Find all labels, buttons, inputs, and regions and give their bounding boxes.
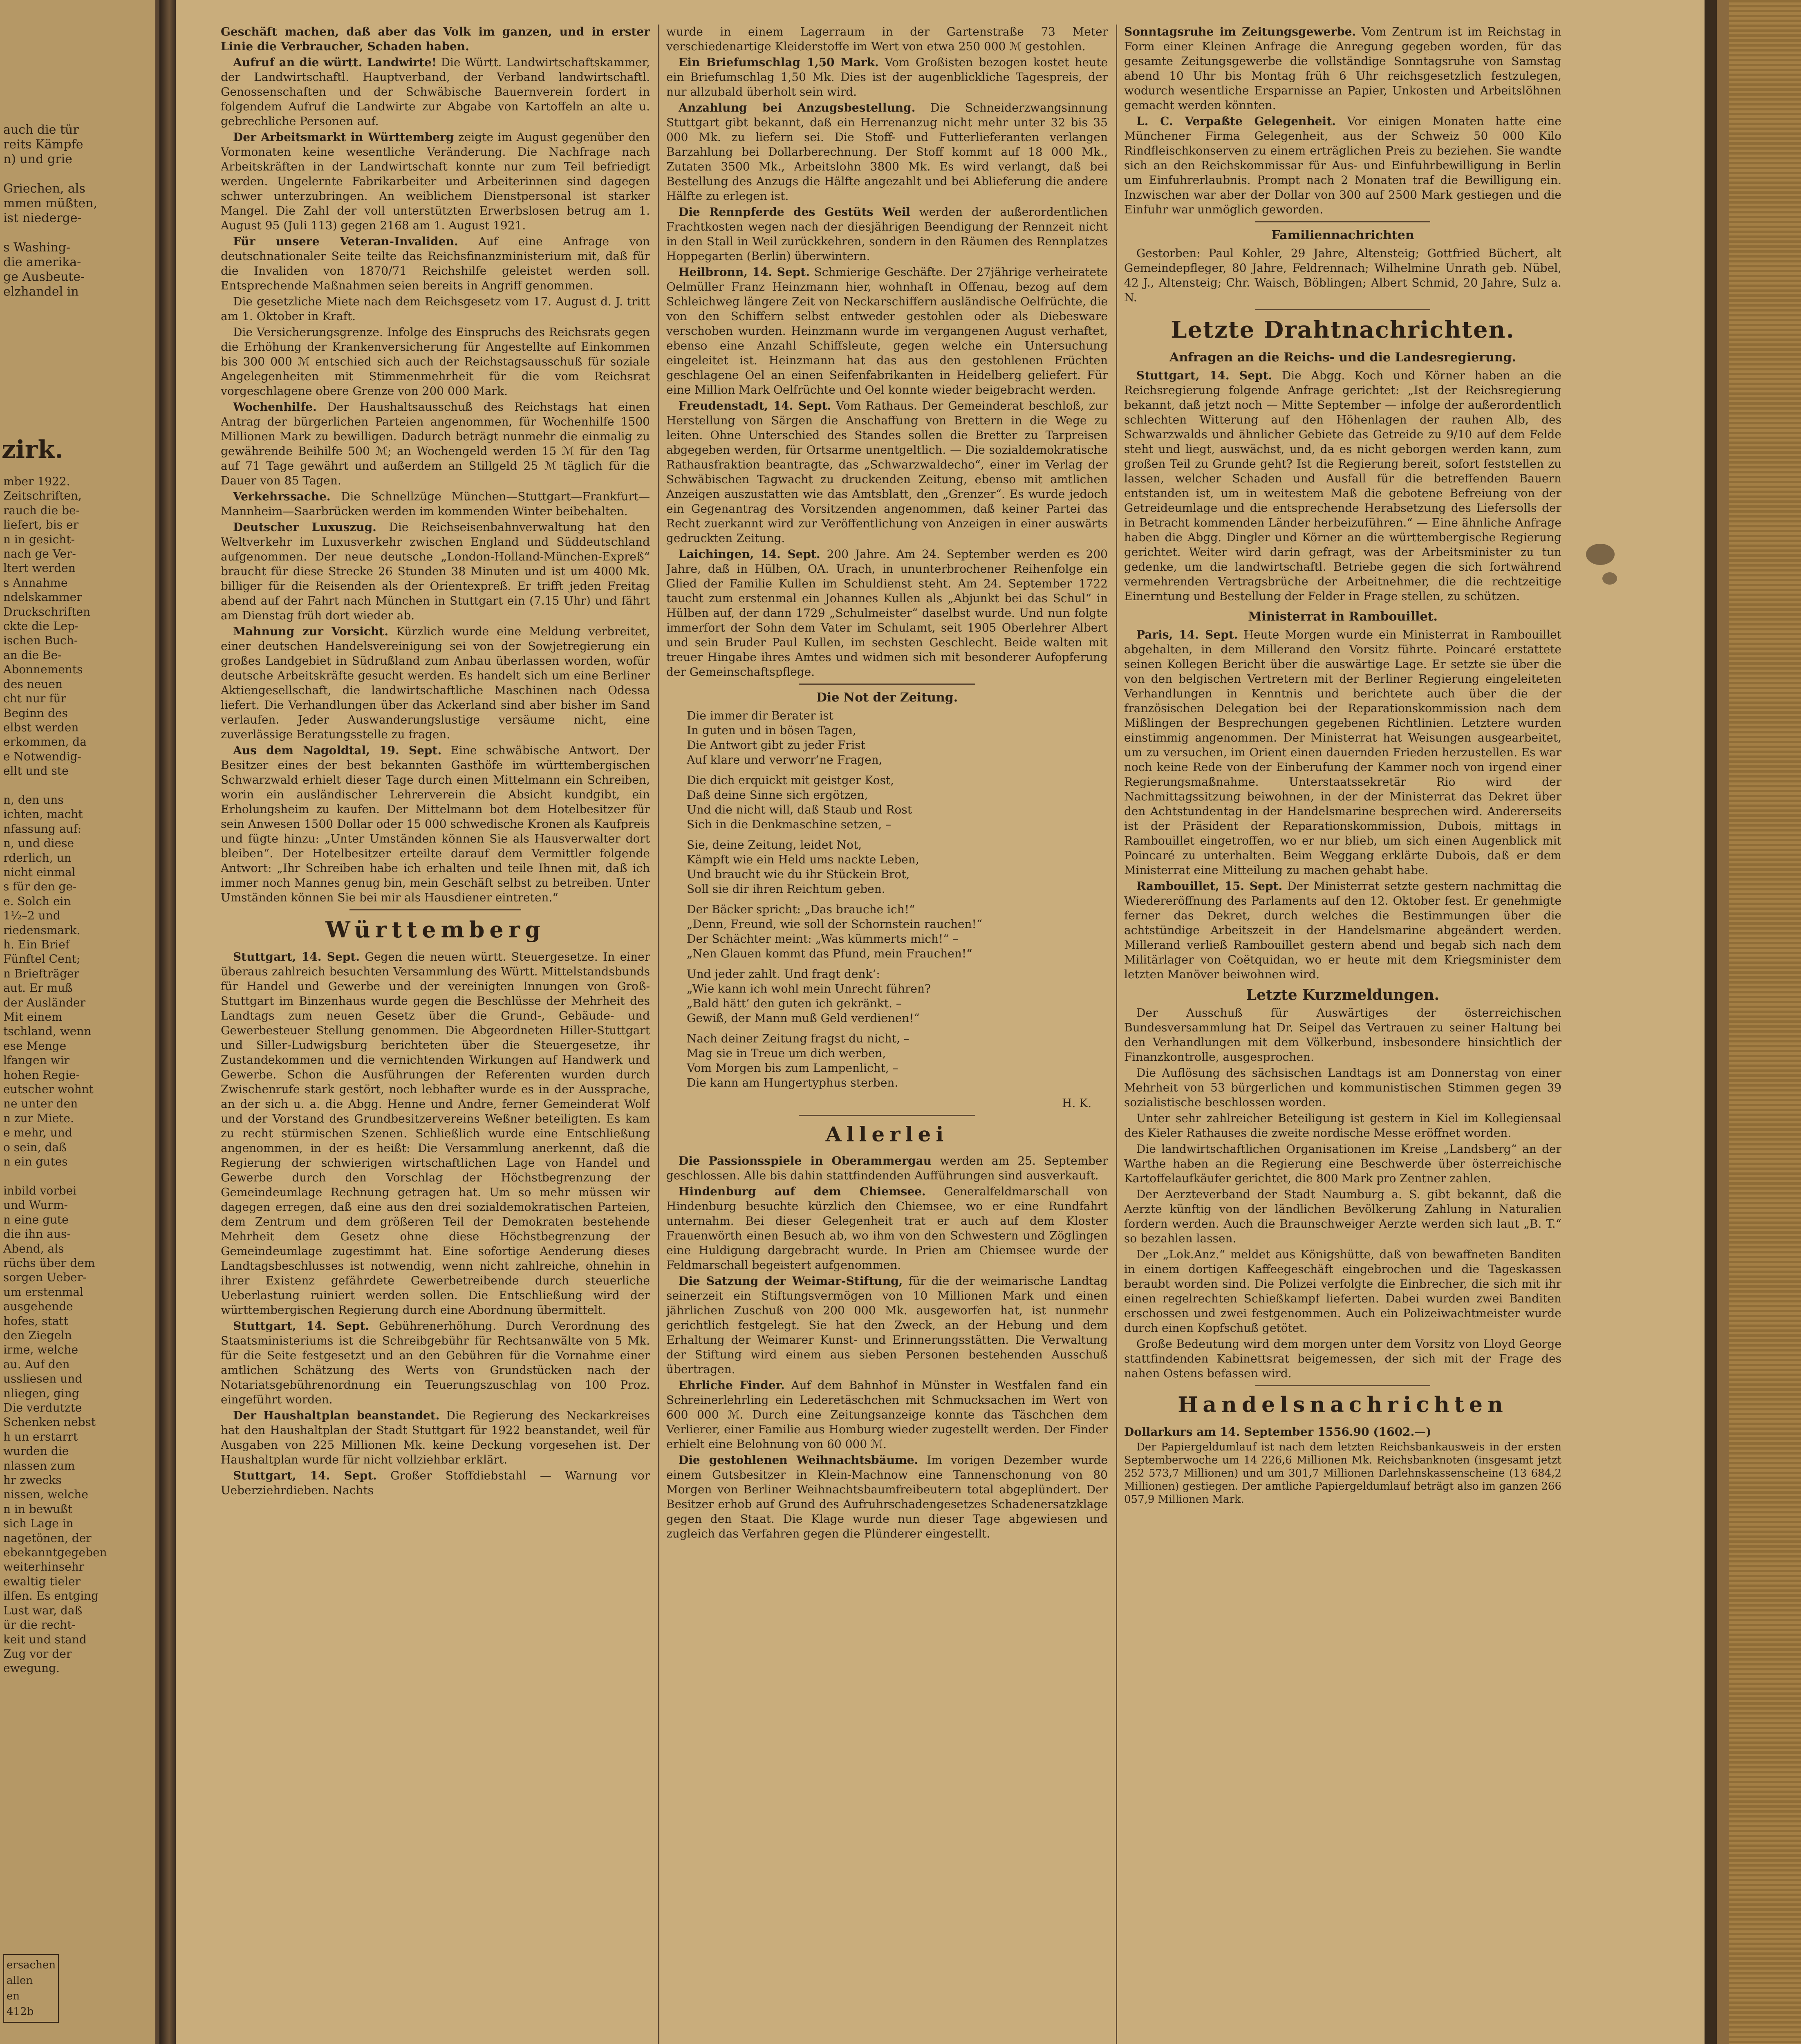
article: Stuttgart, 14. Sept. Die Abgg. Koch und Körner haben an die Reichsregierung folgende Anfrage gerichtet: „Ist der Reichsregierung bekannt, daß jetzt noch — Mitte September — infolge der außerordentlich schlechten Witterung auf den Höhenlagen der rauhen Alb, des Schwarzwalds und ähnlicher Gebiete das Getreide zu 9/10 auf dem Felde steht und liegt, auswächst, und, da es nicht geborgen werden kann, zum großen Teil zu Grunde geht? Ist die Regierung bereit, sofort feststellen zu lassen, welcher Schaden und Ausfall für die betreffenden Bauern entstanden ist, um in weitestem Maß die gebotene Befreiung von der Getreideumlage und die entsprechende Herabsetzung des Liefersolls der in Betracht kommenden Länder herbeizuführen.“ — Eine ähnliche Anfrage haben die Abgg. Dingler und Körner an die württembergische Regierung gerichtet. Weiter wird darin gefragt, was der Arbeitsminister zu tun gedenke, um die landwirtschaftl. Betriebe gegen die sich fortwährend vermehrenden Vertragsbrüche der Arbeitnehmer, die die rechtzeitige Einerntung und Bestellung der Felder in Frage stellen, zu schützen.: [1124, 369, 1561, 603]
fragment-line: elbst werden: [3, 720, 79, 734]
fragment-line: s Annahme: [3, 576, 68, 589]
short-news-item: Der Ausschuß für Auswärtiges der österreichischen Bundesversammlung hat Dr. Seipel das Vertrauen zu seiner Haltung bei den Verhandlungen mit dem Völkerbund, insbesondere hinsichtlich der Finanzkontrolle, ausgesprochen.: [1124, 1006, 1561, 1064]
article: Stuttgart, 14. Sept. Gebührenerhöhung. Durch Verordnung des Staatsministeriums ist die Schreibgebühr für Rechtsanwälte von 5 Mk. für die Seite festgesetzt und an den Gebühren für die Vornahme einer amtlichen Schätzung des Werts von Grundstücken nach der Notariatsgebührenordnung ein Teuerungszuschlag von 100 Proz. eingeführt worden.: [221, 1319, 650, 1406]
divider: [349, 909, 521, 910]
fragment-line: irme, welche: [3, 1343, 78, 1357]
fragment-line: Zug vor der: [3, 1647, 72, 1661]
poem-stanza: [687, 1031, 1108, 1090]
fragment-line: um erstenmal: [3, 1285, 83, 1299]
article: Die Versicherungsgrenze. Infolge des Einspruchs des Reichsrats gegen die Erhöhung der Krankenversicherung für Angestellte auf Einkommen bis 300 000 ℳ entschied sich auch der Reichstagsausschuß für soziale Angelegenheiten mit Stimmenmehrheit für die vom Reichsrat vorgeschlagene obere Grenze von 200 000 Mark.: [221, 325, 650, 398]
fragment-line: cht nur für: [3, 692, 66, 706]
fragment-line: o sein, daß: [3, 1140, 67, 1154]
fragment-line: die amerika-: [3, 255, 81, 269]
family-notices: Gestorben: Paul Kohler, 29 Jahre, Altensteig; Gottfried Büchert, alt Gemeindepfleger, 80 Jahre, Feldrennach; Wilhelmine Unrath geb. Nübel, 42 J., Altensteig; Chr. Waisch, Böblingen; Albert Schmid, 20 Jahre, Sulz a. N.: [1124, 247, 1561, 304]
article: Deutscher Luxuszug. Die Reichseisenbahnverwaltung hat den Weltverkehr im Luxusverkehr zwischen England und Süddeutschland aufgenommen. Der neue deutsche „London-Holland-München-Expreß“ braucht für diese Strecke 26 Stunden 38 Minuten und ist um 4000 Mk. billiger für die Reisenden als der Orientexpreß. Er trifft jeden Freitag abend auf der Fahrt nach München in Stuttgart ein (7.15 Uhr) und fährt am Dienstag früh dort wieder ab.: [221, 520, 650, 622]
article: Laichingen, 14. Sept. 200 Jahre. Am 24. September werden es 200 Jahre, daß in Hülben, OA. Urach, in ununterbrochener Reihenfolge ein Glied der Familie Kullen im Schuldienst steht. Am 24. September 1722 taucht zum erstenmal ein Johannes Kullen als „Abjunkt bei das Schul“ in Hülben auf, der dann 1729 „Schulmeister“ daselbst wurde. Und nun folgte immerfort der Sohn dem Vater im Schulamt, seit 1905 Oberlehrer Albert und sein Bruder Paul Kullen, im sechsten Geschlecht. Beide walten mit treuer Hingabe ihres Amtes und widmen sich mit besonderer Aufopferung der Gemeinschaftspflege.: [666, 547, 1108, 679]
article: L. C. Verpaßte Gelegenheit. Vor einigen Monaten hatte eine Münchener Firma Gelegenheit, aus der Schweiz 50 000 Kilo Rindfleischkonserven zu einem erträglichen Preis zu beziehen. Sie wandte sich an den Reichskommissar für Aus- und Einfuhrbewilligung in Berlin um Einfuhrerlaubnis. Prompt nach 2 Monaten traf die Bewilligung ein. Inzwischen war aber der Dollar von 300 auf 2500 Mark gestiegen und die Einfuhr war unmöglich geworden.: [1124, 114, 1561, 216]
poem-line: Mag sie in Treue um dich werben,: [687, 1047, 886, 1060]
fragment-line: hofes, statt: [3, 1314, 68, 1328]
fragment-line: wurden die: [3, 1444, 69, 1458]
fragment-line: e Notwendig-: [3, 749, 81, 763]
poem-stanza: [687, 773, 1108, 832]
fragment-line: nliegen, ging: [3, 1386, 79, 1400]
poem-line: „Denn, Freund, wie soll der Schornstein rauchen!“: [687, 917, 983, 931]
family-heading: Familiennachrichten: [1271, 228, 1414, 242]
poem-line: Auf klare und verworr’ne Fragen,: [687, 753, 883, 766]
article: Die Satzung der Weimar-Stiftung, für die der weimarische Landtag seinerzeit ein Stiftungsvermögen von 10 Millionen Mark und einen jährlichen Zuschuß von 200 000 Mk. ausgeworfen hat, ist nunmehr gerichtlich festgelegt. Sie hat den Zweck, an der Hebung und dem Erhaltung der Weimarer Kunst- und Erinnerungsstätten. Die Verwaltung der Stiftung wird einem aus sieben Personen bestehenden Ausschuß übertragen.: [666, 1274, 1108, 1376]
fragment-line: Griechen, als: [3, 182, 85, 196]
article: Die gesetzliche Miete nach dem Reichsgesetz vom 17. August d. J. tritt am 1. Oktober in Kraft.: [221, 295, 650, 323]
column-1: [221, 25, 650, 2044]
fragment-line: ebekanntgegeben: [3, 1546, 107, 1560]
fragment-line: und Wurm-: [3, 1198, 68, 1212]
fragment-line: ge Ausbeute-: [3, 270, 85, 284]
fragment-line: h un erstarrt: [3, 1430, 78, 1443]
fragment-line: reits Kämpfe: [3, 137, 83, 152]
ink-stain: [1586, 544, 1615, 565]
fragment-line: den Ziegeln: [3, 1328, 72, 1342]
wire-news-heading: Letzte Drahtnachrichten.: [1171, 316, 1515, 343]
article: Der Arbeitsmarkt in Württemberg zeigte im August gegenüber den Vormonaten keine wesentliche Veränderung. Die Nachfrage nach Arbeitskräften in der Landwirtschaft konnte nur zum Teil befriedigt werden. Ungelernte Fabrikarbeiter und Arbeiterinnen sind dagegen schwer unterzubringen. An weiblichem Dienstpersonal ist starker Mangel. Die Zahl der voll unterstützten Erwerbslosen betrug am 1. August 95 (Juli 113) gegen 2168 am 1. August 1921.: [221, 130, 650, 232]
fragment-line: n zur Miete.: [3, 1111, 74, 1125]
fragment-line: Abend, als: [3, 1242, 64, 1255]
fragment-line: nicht einmal: [3, 865, 76, 879]
wire-news-subheading: Anfragen an die Reichs- und die Landesregierung.: [1169, 350, 1516, 365]
fragment-line: mmen müßten,: [3, 196, 97, 211]
previous-page-fragment: [0, 0, 159, 2044]
fragment-line: s Washing-: [3, 240, 71, 255]
poem-line: Und jeder zahlt. Und fragt denk’:: [687, 967, 880, 981]
article: Wochenhilfe. Der Haushaltsausschuß des Reichstags hat einen Antrag der bürgerlichen Parteien angenommen, für Wochenhilfe 1500 Millionen Mark zu bewilligen. Dadurch beträgt nunmehr die einmalig zu gewährende Beihilfe 500 ℳ; an Wochengeld werden 15 ℳ für den Tag auf 71 Tage gewährt und außerdem an Stillgeld 25 ℳ täglich für die Dauer von 85 Tagen.: [221, 400, 650, 487]
poem-line: Vom Morgen bis zum Lampenlicht, –: [687, 1061, 898, 1075]
article: Sonntagsruhe im Zeitungsgewerbe. Vom Zentrum ist im Reichstag in Form einer Kleinen Anfrage die Anregung gegeben worden, für das gesamte Zeitungsgewerbe die vollständige Sonntagsruhe von Samstag abend 10 Uhr bis Montag früh 6 Uhr reichsgesetzlich festzulegen, wodurch wesentliche Ersparnisse an Papier, Unkosten und Arbeitslöhnen gemacht werden könnten.: [1124, 25, 1561, 112]
poem-line: Der Bäcker spricht: „Das brauche ich!“: [687, 903, 915, 916]
poem-stanza: [687, 838, 1108, 896]
fragment-line: Schenken nebst: [3, 1415, 96, 1429]
fragment-line: n ein gutes: [3, 1155, 68, 1169]
previous-page-heading: zirk.: [2, 435, 63, 464]
fragment-line: ese Menge: [3, 1039, 67, 1053]
fragment-line: e. Solch ein: [3, 894, 71, 908]
fragment-line: tschland, wenn: [3, 1024, 92, 1038]
poem-line: Sich in die Denkmaschine setzen, –: [687, 818, 892, 831]
fragment-line: Mit einem: [3, 1010, 63, 1024]
fragment-line: n, und diese: [3, 836, 74, 850]
fragment-line: ltert werden: [3, 561, 76, 575]
section-heading-allerlei: Allerlei: [825, 1122, 949, 1146]
fragment-line: allen: [7, 1975, 33, 1987]
poem-line: Nach deiner Zeitung fragst du nicht, –: [687, 1032, 909, 1045]
article: Aufruf an die württ. Landwirte! Die Württ. Landwirtschaftskammer, der Landwirtschaftl. Hauptverband, der Verband landwirtschaftl. Genossenschaften und der Schwäbische Bauernverein fordert in folgendem Aufruf die Landwirte zur Abgabe von Kartoffeln an alte u. gebrechliche Personen auf.: [221, 56, 650, 128]
fragment-line: inbild vorbei: [3, 1183, 77, 1197]
fragment-line: ellt und ste: [3, 764, 69, 778]
fragment-line: nach ge Ver-: [3, 547, 76, 561]
fragment-line: e mehr, und: [3, 1126, 72, 1140]
poem-stanza: [687, 967, 1108, 1026]
short-news-heading: Letzte Kurzmeldungen.: [1246, 986, 1440, 1004]
fragment-line: ichten, macht: [3, 807, 83, 821]
fragment-line: ne unter den: [3, 1097, 78, 1111]
fragment-line: ersachen: [7, 1959, 56, 1971]
short-news-item: Die landwirtschaftlichen Organisationen im Kreise „Landsberg“ an der Warthe haben an die Regierung eine Beschwerde über österreichische Kartoffelaufkäufer gerichtet, die 800 Mark pro Zentner zahlen.: [1124, 1142, 1561, 1185]
trade-news-heading: Handelsnachrichten: [1178, 1392, 1508, 1417]
short-news-item: Große Bedeutung wird dem morgen unter dem Vorsitz von Lloyd George stattfindenden Kabinettsrat beigemessen, der sich mit der Frage des nahen Ostens befassen wird.: [1124, 1337, 1561, 1380]
poem-line: „Nen Glauen kommt das Pfund, mein Frauchen!“: [687, 947, 972, 960]
fragment-line: keit und stand: [3, 1632, 87, 1646]
article: Freudenstadt, 14. Sept. Vom Rathaus. Der Gemeinderat beschloß, zur Herstellung von Särgen die Anschaffung von Brettern in die Wege zu leiten. Ohne Unterschied des Standes sollen die Bretter zu Tarpreisen abgegeben werden, für Ortsarme unentgeltlich. — Die sozialdemokratische Rathausfraktion beantragte, das „Schwarzwaldecho“, einer im Verlag der Schwäbischen Tagwacht zu druckenden Zeitung, ebenso mit amtlichen Anzeigen auszustatten wie das Amtsblatt, den „Grenzer“. Es wurde jedoch ein Gegenantrag des Vorsitzenden angenommen, daß keiner Partei das Recht zuerkannt wird zur Veröffentlichung von Anzeigen in einer auswärts gedruckten Zeitung.: [666, 399, 1108, 545]
fragment-line: rauch die be-: [3, 503, 80, 517]
poem-signature: H. K.: [1062, 1096, 1091, 1110]
poem-title: Die Not der Zeitung.: [816, 690, 958, 705]
fragment-line: nlassen zum: [3, 1459, 75, 1472]
article: Rambouillet, 15. Sept. Der Ministerrat setzte gestern nachmittag die Wiedereröffnung des Parlaments auf den 12. Oktober fest. Er genehmigte ferner das Dekret, durch welches die Bestimmungen über die achtstündige Arbeitszeit in der Handelsmarine abgeändert werden. Millerand verließ Rambouillet gestern abend und begab sich nach dem Militärlager von Coëtquidan, wo er heute mit dem Kriegsminister dem letzten Manöver beiwohnen wird.: [1124, 879, 1561, 981]
poem-line: „Wie kann ich wohl mein Unrecht führen?: [687, 982, 931, 995]
article: Geschäft machen, daß aber das Volk im ganzen, und in erster Linie die Verbraucher, Schaden haben.: [221, 25, 650, 53]
fragment-line: liefert, bis er: [3, 518, 78, 532]
divider: [799, 1115, 975, 1116]
newspaper-page: [176, 0, 1705, 2044]
fragment-line: Druckschriften: [3, 605, 91, 619]
fragment-line: erkommen, da: [3, 735, 87, 749]
fragment-line: 412b: [7, 2006, 34, 2018]
poem-line: In guten und in bösen Tagen,: [687, 724, 856, 737]
fragment-line: ndelskammer: [3, 590, 82, 604]
article: wurde in einem Lagerraum in der Gartenstraße 73 Meter verschiedenartige Kleiderstoffe im Wert von etwa 250 000 ℳ gestohlen.: [666, 25, 1108, 53]
fragment-line: n eine gute: [3, 1213, 69, 1226]
fragment-line: nfassung auf:: [3, 822, 82, 836]
poem-stanza: [687, 902, 1108, 961]
poem-line: Und braucht wie du ihr Stückein Brot,: [687, 867, 910, 881]
fragment-line: hohen Regie-: [3, 1068, 80, 1082]
poem-line: Die immer dir Berater ist: [687, 709, 833, 722]
fragment-line: Abonnements: [3, 663, 83, 677]
fragment-line: s für den ge-: [3, 880, 77, 894]
article: Verkehrssache. Die Schnellzüge München—Stuttgart—Frankfurt—Mannheim—Saarbrücken werden im kommenden Winter beibehalten.: [221, 490, 650, 518]
fragment-line: h. Ein Brief: [3, 938, 70, 951]
previous-page-ad-box: [3, 1954, 59, 2023]
article: Ehrliche Finder. Auf dem Bahnhof in Münster in Westfalen fand ein Schreinerlehrling ein Lederetäschchen mit Schmucksachen im Wert von 600 000 ℳ. Durch eine Zeitungsanzeige konnte das Täschchen dem Verlierer, einer Familie aus Homburg wieder zugestellt werden. Der Finder erhielt eine Belohnung von 60 000 ℳ.: [666, 1378, 1108, 1451]
short-news-item: Unter sehr zahlreicher Beteiligung ist gestern in Kiel im Kollegiensaal des Kieler Rathauses die zweite nordische Messe eröffnet worden.: [1124, 1112, 1561, 1140]
fragment-line: ewegung.: [3, 1661, 60, 1675]
fragment-line: nagetönen, der: [3, 1531, 92, 1545]
fragment-line: ckte die Lep-: [3, 619, 79, 633]
poem-line: Die Antwort gibt zu jeder Frist: [687, 738, 865, 752]
previous-page-text-top: [3, 123, 97, 299]
fragment-line: ussliesen und: [3, 1372, 83, 1386]
binding-board: [1729, 0, 1801, 2044]
article: Die gestohlenen Weihnachtsbäume. Im vorigen Dezember wurde einem Gutsbesitzer in Klein-Machnow eine Tannenschonung von 80 Morgen von Berliner Weihnachtsbaumfreibeutern total abgeplündert. Der Besitzer erhob auf Grund des Aufruhrschadengesetzes Schadenersatzklage gegen den Staat. Die Klage wurde nun dieser Tage abgewiesen und zugleich das Verfahren gegen die Plünderer eingestellt.: [666, 1453, 1108, 1540]
article: Mahnung zur Vorsicht. Kürzlich wurde eine Meldung verbreitet, einer deutschen Handelsvereinigung sei von der Sowjetregierung ein großes Landgebiet in Südrußland zum Anbau überlassen worden, wofür deutsche Arbeitskräfte gesucht werden. Es handelt sich um eine Berliner Aktiengesellschaft, die landwirtschaftliche Maschinen nach Odessa liefert. Die Verhandlungen über das Ackerland sind aber bisher im Sand verlaufen. Jeder Auswanderungslustige versäume nicht, eine zuverlässige Beratungsstelle zu fragen.: [221, 625, 650, 741]
fragment-line: n in gesicht-: [3, 532, 75, 546]
poem-line: Gewiß, der Mann muß Geld verdienen!“: [687, 1011, 920, 1025]
paper-money-notice: Der Papiergeldumlauf ist nach dem letzten Reichsbankausweis in der ersten Septemberwoche um 14 226,6 Millionen Mk. Reichsbanknoten (insgesamt jetzt 252 573,7 Millionen) und um 301,7 Millionen Darlehnskassenscheine (13 684,2 Millionen) gestiegen. Der amtliche Papiergeldumlauf beträgt also im ganzen 266 057,9 Millionen Mark.: [1124, 1441, 1561, 1506]
fragment-line: hr zwecks: [3, 1473, 62, 1487]
poem-line: Sie, deine Zeitung, leidet Not,: [687, 838, 862, 852]
previous-page-text-bottom: [3, 474, 107, 1676]
poem-line: Die kann am Hungertyphus sterben.: [687, 1076, 898, 1089]
fragment-line: ist niederge-: [3, 211, 82, 225]
article: Für unsere Veteran-Invaliden. Auf eine Anfrage von deutschnationaler Seite teilte das Reichsfinanzministerium mit, daß für die Invaliden von 1870/71 Reichshilfe geleistet werden soll. Entsprechende Maßnahmen seien bereits in Angriff genommen.: [221, 235, 650, 292]
fragment-line: n) und grie: [3, 152, 72, 166]
fragment-line: rüchs über dem: [3, 1256, 95, 1270]
divider: [799, 684, 975, 685]
article: Anzahlung bei Anzugsbestellung. Die Schneiderzwangsinnung Stuttgart gibt bekannt, daß ein Herrenanzug nicht mehr unter 32 bis 35 000 Mk. zu liefern sei. Die Stoff- und Futterlieferanten verlangen Barzahlung bei Dollarberechnung. Der Stoff kommt auf 18 000 Mk., Zutaten 3500 Mk., Arbeitslohn 3800 Mk. Es wird verlangt, daß bei Bestellung des Anzugs die Hälfte angezahlt und bei Ablieferung die andere Hälfte zu erlegen ist.: [666, 101, 1108, 203]
short-news-item: Die Auflösung des sächsischen Landtags ist am Donnerstag von einer Mehrheit von 53 bürgerlichen und kommunistischen Stimmen gegen 39 sozialistische beschlossen worden.: [1124, 1066, 1561, 1109]
fragment-line: Lust war, daß: [3, 1603, 83, 1617]
article: Die Rennpferde des Gestüts Weil werden der außerordentlichen Frachtkosten wegen nach der diesjährigen Beendigung der Rennzeit nicht in den Stall in Weil zurückkehren, sondern in den Räumen des Rennplatzes Hoppegarten (Berlin) überwintern.: [666, 205, 1108, 263]
poem-stanza: [687, 708, 1108, 767]
divider: [1255, 309, 1430, 310]
article: Heilbronn, 14. Sept. Schmierige Geschäfte. Der 27jährige verheiratete Oelmüller Franz Heinzmann hier, wohnhaft in Offenau, bezog auf dem Schleichweg längere Zeit von Neckarschiffern ausländische Oelfrüchte, die von den Schiffern selbst entweder gestohlen oder als Diebesware verschoben wurden. Heinzmann wurde im vergangenen August verhaftet, ebenso eine Anzahl Schiffsleute, gegen welche ein Untersuchung eingeleitet ist. Heinzmann hat das aus den gestohlenen Früchten geschlagene Oel an einen Seifenfabrikanten in Heidelberg geliefert. Für eine Million Mark Oelfrüchte und Oel konnte wieder beigebracht werden.: [666, 265, 1108, 397]
fragment-line: eutscher wohnt: [3, 1083, 94, 1096]
poem-line: Soll sie dir ihren Reichtum geben.: [687, 882, 885, 896]
fragment-line: [3, 226, 97, 240]
dollar-rate: Dollarkurs am 14. September 1556.90 (1602.—): [1124, 1425, 1431, 1439]
fragment-line: Fünftel Cent;: [3, 952, 81, 966]
article: Der Haushaltplan beanstandet. Die Regierung des Neckarkreises hat den Haushaltplan der Stadt Stuttgart für 1922 beanstandet, weil für Ausgaben von 225 Millionen Mk. keine Deckung vorgesehen ist. Der Haushaltplan wurde für nicht vollziehbar erklärt.: [221, 1409, 650, 1466]
fragment-line: ischen Buch-: [3, 634, 78, 648]
fragment-line: an die Be-: [3, 648, 62, 662]
fragment-line: aut. Er muß: [3, 981, 73, 995]
article: Ein Briefumschlag 1,50 Mark. Vom Großisten bezogen kostet heute ein Briefumschlag 1,50 Mk. Dies ist der augenblickliche Tagespreis, der nur allzubald überholt sein wird.: [666, 56, 1108, 99]
fragment-line: sorgen Ueber-: [3, 1271, 87, 1284]
fragment-line: au. Auf den: [3, 1357, 70, 1371]
fragment-line: elzhandel in: [3, 285, 79, 299]
article: Stuttgart, 14. Sept. Gegen die neuen württ. Steuergesetze. In einer überaus zahlreich besuchten Versammlung des Württ. Mittelstandsbunds für Handel und Gewerbe und der vereinigten Innungen von Groß-Stuttgart im Binzenhaus wurde gegen die Beschlüsse der Mehrheit des Landtags zum neuen Gesetz über die Grund-, Gebäude- und Gewerbesteuer Stellung genommen. Die Abgeordneten Hiller-Stuttgart und Siller-Ludwigsburg berichteten über die Steuergesetze, ihr Zustandekommen und die vernichtenden Wirkungen auf Handwerk und Gewerbe. Schon die Ausführungen der Referenten wurden durch Zwischenrufe stark gestört, noch lebhafter wurde es in der Aussprache, an der sich u. a. die Abgg. Henne und Andre, ferner Gemeinderat Wolf und der Vorstand des Grundbesitzervereins Weßner beteiligten. Es kam zu recht stürmischen Szenen. Schließlich wurde eine Entschließung angenommen, in der es heißt: Die Versammlung anerkennt, daß die Regierung der schwierigen wirtschaftlichen Lage von Handel und Gewerbe durch den Vorschlag der Höchstbegrenzung der Gemeindeumlage Rechnung getragen hat. Um so mehr müssen wir dagegen erregen, daß eine aus den drei sozialdemokratischen Parteien, dem Zentrum und dem größeren Teil der Demokraten bestehende Mehrheit dem Gesetz ohne diese Höchstbegrenzung der Gemeindeumlage zugestimmt hat. Eine sofortige Aenderung dieses Landtagsbeschlusses ist notwendig, wenn nicht zahlreiche, ohnehin in ihrer Existenz gefährdete Gewerbetreibende durch steuerliche Ueberlastung ruiniert werden sollen. Die Entschließung wird der württembergischen Regierung durch eine Abordnung übermittelt.: [221, 950, 650, 1317]
divider: [1255, 1385, 1430, 1386]
column-rule: [1116, 25, 1117, 2044]
fragment-line: ewaltig tieler: [3, 1574, 81, 1588]
article: Hindenburg auf dem Chiemsee. Generalfeldmarschall von Hindenburg besuchte kürzlich den Chiemsee, wo er eine Rundfahrt unternahm. Bei dieser Gelegenheit trat er auch auf dem Kloster Frauenwörth einen Besuch ab, wo ihm von den Schwestern und Zöglingen eine Huldigung dargebracht wurde. In Prien am Chiemsee wurde der Feldmarschall begeistert aufgenommen.: [666, 1185, 1108, 1272]
column-2: [666, 25, 1108, 2044]
fragment-line: Die verdutzte: [3, 1401, 82, 1414]
divider: [1255, 221, 1430, 222]
fragment-line: ür die recht-: [3, 1618, 76, 1632]
fragment-line: des neuen: [3, 677, 63, 691]
section-heading-wuerttemberg: Württemberg: [325, 917, 545, 943]
fragment-line: Beginn des: [3, 706, 68, 720]
council-heading: Ministerrat in Rambouillet.: [1248, 610, 1438, 624]
short-news-item: Der „Lok.Anz.“ meldet aus Königshütte, daß von bewaffneten Banditen in einem dortigen Kaffeegeschäft eingebrochen und die Tageskassen beraubt worden sind. Die Polizei verfolgte die Einbrecher, die sich mit ihr einen regelrechten Schießkampf lieferten. Dabei wurden zwei Banditen erschossen und zwei festgenommen. Auch ein Polizeiwachtmeister wurde durch einen Kopfschuß getötet.: [1124, 1248, 1561, 1335]
poem-line: Und die nicht will, daß Staub und Rost: [687, 803, 912, 816]
fragment-line: [3, 1169, 107, 1183]
fragment-line: n in bewußt: [3, 1502, 73, 1516]
fragment-line: mber 1922.: [3, 475, 70, 488]
fragment-line: n Briefträger: [3, 966, 79, 980]
fragment-line: ausgehende: [3, 1300, 73, 1313]
fragment-line: Zeitschriften,: [3, 489, 82, 503]
fragment-line: ilfen. Es entging: [3, 1589, 99, 1603]
column-3: [1124, 25, 1561, 2044]
fragment-line: lfangen wir: [3, 1053, 69, 1067]
poem-line: Die dich erquickt mit geistger Kost,: [687, 773, 894, 787]
fragment-line: auch die tür: [3, 123, 79, 137]
fragment-line: n, den uns: [3, 793, 64, 807]
fragment-line: weiterhinsehr: [3, 1560, 85, 1574]
fragment-line: der Ausländer: [3, 995, 85, 1009]
ink-stain: [1602, 572, 1617, 585]
fragment-line: nissen, welche: [3, 1488, 88, 1502]
column-rule: [658, 25, 659, 2044]
article: Aus dem Nagoldtal, 19. Sept. Eine schwäbische Antwort. Der Besitzer eines der best bekannten Gasthöfe im württembergischen Schwarzwald erhielt dieser Tage durch einen Mittelmann ein Schreiben, worin ein ausländischer Lehrerverein die Absicht kundgibt, ein Erholungsheim zu kaufen. Der Mittelmann bot dem Hotelbesitzer für sein Anwesen 1500 Dollar oder 15 000 schwedische Kronen als Kaufpreis und fügte hinzu: „Unter Umständen können Sie als Hausverwalter dort bleiben“. Der Hotelbesitzer erteilte darauf dem Vermittler folgende Antwort: „Ihr Schreiben habe ich erhalten und teile Ihnen mit, daß ich immer noch Mannes genug bin, mein Geschäft selbst zu betreiben. Unter Umständen können Sie bei mir als Hausdiener eintreten.“: [221, 744, 650, 904]
fragment-line: die ihn aus-: [3, 1227, 71, 1241]
poem-line: „Bald hätt’ den guten ich gekränkt. –: [687, 997, 902, 1010]
fragment-line: rderlich, un: [3, 851, 72, 865]
fragment-line: en: [7, 1990, 20, 2002]
fragment-line: 1½–2 und: [3, 909, 60, 923]
poem: [666, 708, 1108, 1090]
article: Paris, 14. Sept. Heute Morgen wurde ein Ministerrat in Rambouillet abgehalten, in dem Millerand den Vorsitz führte. Poincaré erstattete seinen Kollegen Bericht über die auswärtige Lage. Er setzte sie über die von den belgischen Vertretern mit der Berliner Regierung eingeleiteten Verhandlungen in Kenntnis und berichtete auch über die der französischen Delegation bei der Reparationskommission nach dem Mißlingen der Besprechungen gegebenen Richtlinien. Letztere wurden einstimmig angenommen. Der Ministerrat hat Weisungen ausgearbeitet, um zu versuchen, im Orient einen dauernden Frieden herzustellen. Es war noch keine Rede von der Einberufung der Kammer noch von irgend einer Regierungsmaßnahme. Unterstaatssekretär Rio wird der Nachmittagssitzung beiwohnen, in der der Ministerrat das Dekret über den Achtstundentag in der Handelsmarine besprechen wird. Andererseits ist der Präsident der Reparationskommission, Dubois, mittags in Rambouillet eingetroffen, wo er nur blieb, um sich einen Augenblick mit Poincaré zu unterhalten. Beim Weggang erklärte Dubois, daß er dem Ministerrat eine Mitteilung zu machen gehabt habe.: [1124, 628, 1561, 877]
binding-edge: [1705, 0, 1717, 2044]
article: Stuttgart, 14. Sept. Großer Stoffdiebstahl — Warnung vor Ueberziehrdieben. Nachts: [221, 1469, 650, 1497]
book-spine: [159, 0, 176, 2044]
article: Die Passionsspiele in Oberammergau werden am 25. September geschlossen. Alle bis dahin stattfindenden Aufführungen sind ausverkauft.: [666, 1154, 1108, 1182]
poem-line: Kämpft wie ein Held ums nackte Leben,: [687, 853, 919, 866]
poem-line: Der Schächter meint: „Was kümmerts mich!“ –: [687, 932, 959, 946]
fragment-line: riedensmark.: [3, 923, 81, 937]
short-news-item: Der Aerzteverband der Stadt Naumburg a. S. gibt bekannt, daß die Aerzte künftig von der ländlichen Bevölkerung Zahlung in Naturalien fordern werden. Auch die Braunschweiger Aerzte werden sich laut „B. T.“ so bezahlen lassen.: [1124, 1188, 1561, 1245]
fragment-line: sich Lage in: [3, 1517, 74, 1531]
fragment-line: [3, 167, 97, 182]
fragment-line: [3, 778, 107, 793]
poem-line: Daß deine Sinne sich ergötzen,: [687, 788, 868, 802]
